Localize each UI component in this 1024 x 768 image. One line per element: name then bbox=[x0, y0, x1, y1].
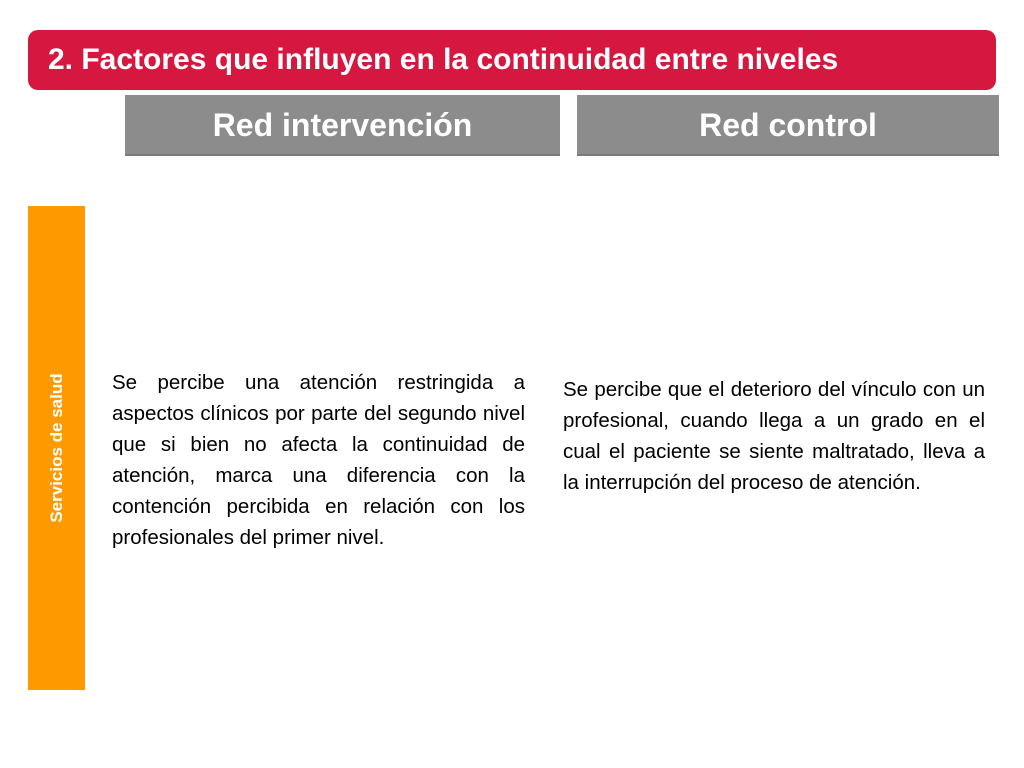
row-label-text: Servicios de salud bbox=[46, 373, 66, 523]
cell-red-control: Se percibe que el deterioro del vínculo con un profesional, cuando llega a un grado en el cual el paciente se siente maltratado, lleva a la interrupción del proceso de atención. bbox=[563, 378, 985, 494]
column-header-label: Red control bbox=[699, 106, 877, 143]
cell-red-intervencion: Se percibe una atención restringida a aspectos clínicos por parte del segundo nivel que si bien no afecta la continuidad de atención, marca una diferencia con la contención percibida en relación con los profesionales del primer nivel. bbox=[112, 371, 525, 549]
column-header-red-intervencion bbox=[125, 95, 560, 156]
column-header-label: Red intervención bbox=[212, 106, 473, 143]
column-header-red-control bbox=[577, 95, 999, 156]
row-label-servicios-de-salud bbox=[28, 206, 85, 690]
slide-title: 2. Factores que influyen en la continuidad entre niveles bbox=[48, 43, 839, 76]
title-bar bbox=[28, 30, 996, 90]
